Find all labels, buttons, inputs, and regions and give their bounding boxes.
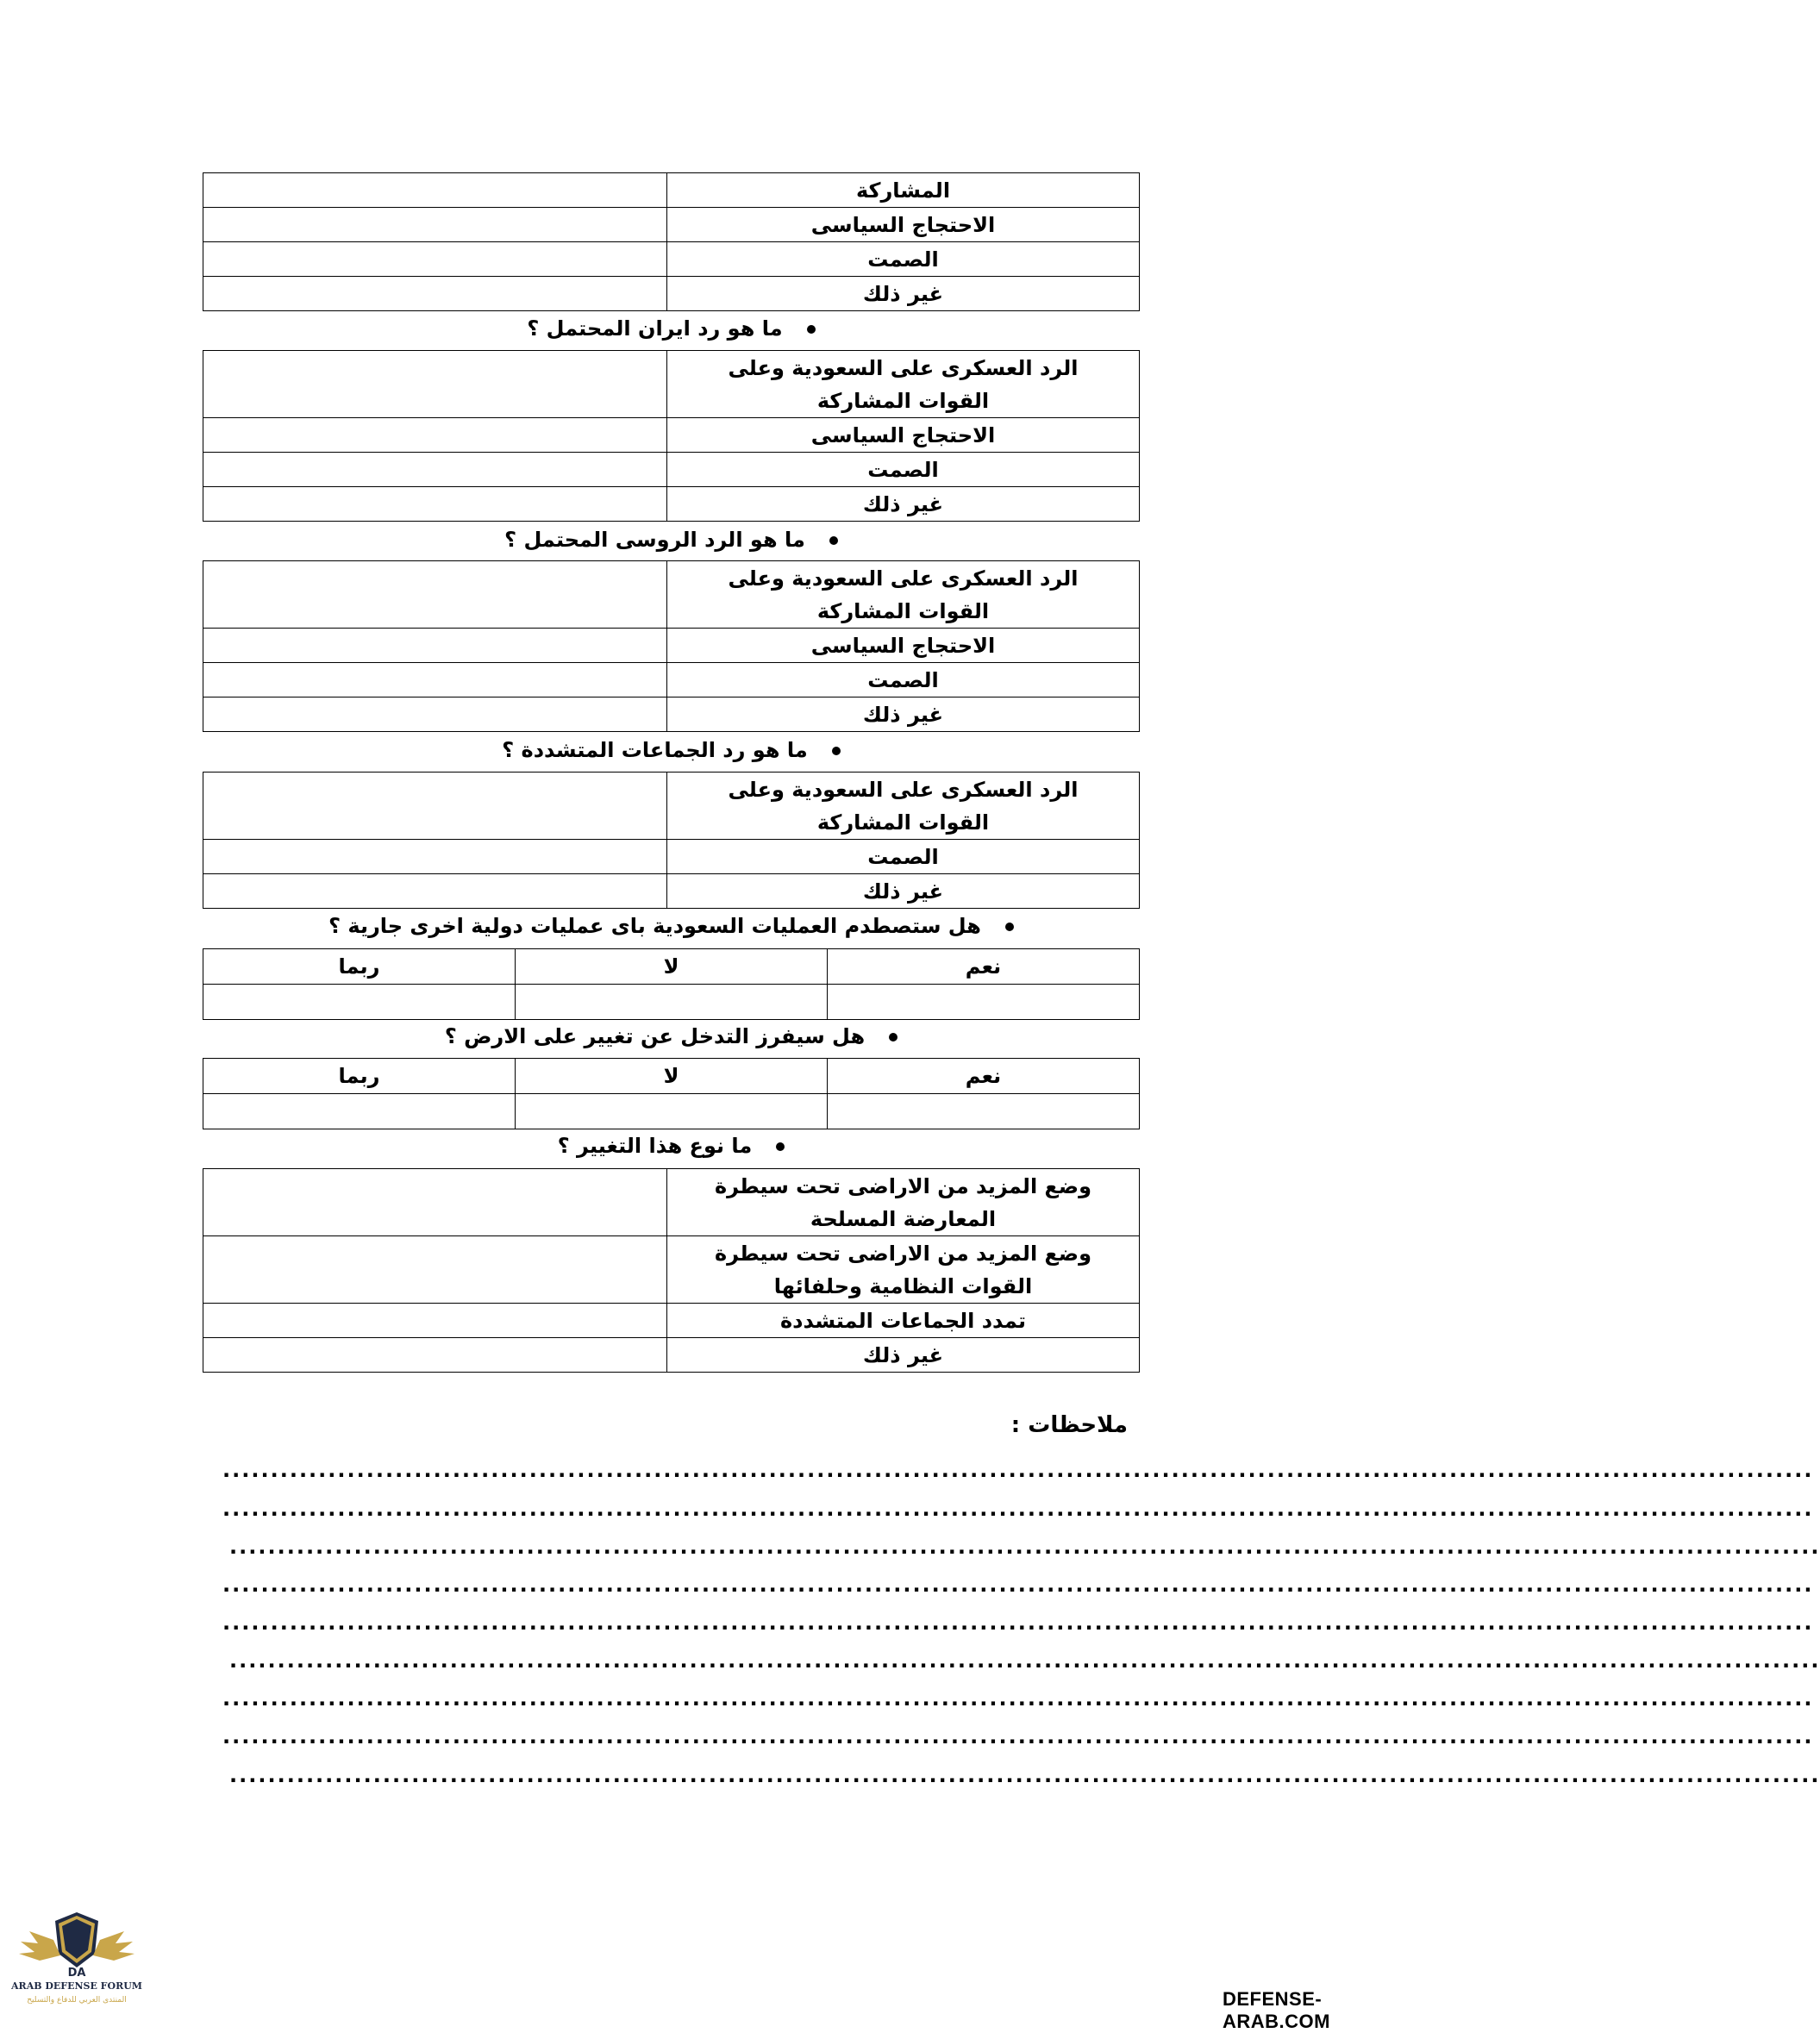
maybe-label: ربما <box>203 949 516 985</box>
option-label: الرد العسكرى على السعودية وعلى القوات المشاركة <box>667 561 1140 629</box>
notes-line[interactable]: ...................................................................................................................................................................... <box>229 1763 1820 1787</box>
answer-cell[interactable] <box>203 487 667 522</box>
svg-text:المنتدى العربي للدفاع والتسليح: المنتدى العربي للدفاع والتسليح <box>27 1996 127 2005</box>
notes-line[interactable]: ...................................................................................................................................................................... <box>222 1724 1814 1748</box>
answer-cell[interactable] <box>203 351 667 418</box>
answer-cell[interactable] <box>203 1169 667 1236</box>
options-table-1 <box>203 172 1140 311</box>
yes-label: نعم <box>828 1059 1140 1094</box>
no-label: لا <box>516 1059 828 1094</box>
svg-text:DA: DA <box>67 1967 86 1980</box>
bullet-icon <box>889 1033 897 1042</box>
bullet-icon <box>1005 923 1014 931</box>
options-table-extremists <box>203 772 1140 909</box>
option-label: تمدد الجماعات المتشددة <box>667 1304 1140 1338</box>
answer-cell[interactable] <box>203 629 667 663</box>
maybe-answer-cell[interactable] <box>203 985 516 1020</box>
option-label: وضع المزيد من الاراضى تحت سيطرة القوات النظامية وحلفائها <box>667 1236 1140 1304</box>
bullet-icon <box>829 536 838 545</box>
question-change <box>203 1019 1140 1054</box>
notes-line[interactable]: ...................................................................................................................................................................... <box>222 1497 1814 1521</box>
question-text: ما نوع هذا التغيير ؟ <box>557 1134 753 1158</box>
notes-line[interactable]: ...................................................................................................................................................................... <box>222 1611 1814 1635</box>
option-label: الصمت <box>667 840 1140 874</box>
option-label: غير ذلك <box>667 697 1140 732</box>
options-table-iran <box>203 350 1140 522</box>
yes-answer-cell[interactable] <box>828 985 1140 1020</box>
question-russia <box>203 522 1140 557</box>
option-label: الرد العسكرى على السعودية وعلى القوات المشاركة <box>667 773 1140 840</box>
question-text: ما هو الرد الروسى المحتمل ؟ <box>504 528 805 552</box>
svg-text:ARAB DEFENSE FORUM: ARAB DEFENSE FORUM <box>11 1980 142 1992</box>
answer-cell[interactable] <box>203 277 667 311</box>
answer-cell[interactable] <box>203 242 667 277</box>
answer-cell[interactable] <box>203 1236 667 1304</box>
no-label: لا <box>516 949 828 985</box>
question-extremists <box>203 733 1140 767</box>
notes-line[interactable]: ...................................................................................................................................................................... <box>229 1648 1820 1673</box>
maybe-answer-cell[interactable] <box>203 1094 516 1129</box>
footer-site-url[interactable]: DEFENSE-ARAB.COM <box>1223 1988 1330 2032</box>
yes-no-table-1 <box>203 948 1140 1020</box>
question-text: ما هو رد ايران المحتمل ؟ <box>527 316 783 341</box>
arab-defense-forum-logo <box>12 1905 141 2009</box>
answer-cell[interactable] <box>203 453 667 487</box>
bullet-icon <box>807 325 816 334</box>
answer-cell[interactable] <box>203 1338 667 1373</box>
no-answer-cell[interactable] <box>516 985 828 1020</box>
option-label: غير ذلك <box>667 1338 1140 1373</box>
option-label: الصمت <box>667 242 1140 277</box>
notes-line[interactable]: ...................................................................................................................................................................... <box>222 1573 1814 1597</box>
option-label: غير ذلك <box>667 277 1140 311</box>
answer-cell[interactable] <box>203 840 667 874</box>
option-label: الاحتجاج السياسى <box>667 208 1140 242</box>
question-text: هل سيفرز التدخل عن تغيير على الارض ؟ <box>444 1024 866 1048</box>
option-label: الاحتجاج السياسى <box>667 629 1140 663</box>
notes-title: ملاحظات : <box>1010 1412 1128 1438</box>
question-text: ما هو رد الجماعات المتشددة ؟ <box>502 738 808 762</box>
option-label: المشاركة <box>667 173 1140 208</box>
question-iran <box>203 311 1140 346</box>
question-clash <box>203 909 1140 943</box>
option-label: وضع المزيد من الاراضى تحت سيطرة المعارضة المسلحة <box>667 1169 1140 1236</box>
answer-cell[interactable] <box>203 874 667 909</box>
answer-cell[interactable] <box>203 208 667 242</box>
option-label: الصمت <box>667 453 1140 487</box>
answer-cell[interactable] <box>203 663 667 697</box>
question-change-type <box>203 1129 1140 1163</box>
option-label: الاحتجاج السياسى <box>667 418 1140 453</box>
options-table-russia <box>203 560 1140 732</box>
answer-cell[interactable] <box>203 697 667 732</box>
logo-emblem-icon <box>12 1905 141 2009</box>
bullet-icon <box>776 1142 785 1151</box>
option-label: غير ذلك <box>667 487 1140 522</box>
answer-cell[interactable] <box>203 773 667 840</box>
option-label: الرد العسكرى على السعودية وعلى القوات المشاركة <box>667 351 1140 418</box>
answer-cell[interactable] <box>203 173 667 208</box>
notes-line[interactable]: ...................................................................................................................................................................... <box>222 1458 1814 1482</box>
no-answer-cell[interactable] <box>516 1094 828 1129</box>
question-text: هل ستصطدم العمليات السعودية باى عمليات دولية اخرى جارية ؟ <box>328 914 981 938</box>
options-table-change-type <box>203 1168 1140 1373</box>
yes-answer-cell[interactable] <box>828 1094 1140 1129</box>
bullet-icon <box>832 747 841 755</box>
notes-line[interactable]: ...................................................................................................................................................................... <box>229 1535 1820 1559</box>
answer-cell[interactable] <box>203 418 667 453</box>
option-label: الصمت <box>667 663 1140 697</box>
option-label: غير ذلك <box>667 874 1140 909</box>
answer-cell[interactable] <box>203 561 667 629</box>
maybe-label: ربما <box>203 1059 516 1094</box>
yes-label: نعم <box>828 949 1140 985</box>
notes-line[interactable]: ...................................................................................................................................................................... <box>222 1686 1814 1711</box>
yes-no-table-2 <box>203 1058 1140 1129</box>
answer-cell[interactable] <box>203 1304 667 1338</box>
